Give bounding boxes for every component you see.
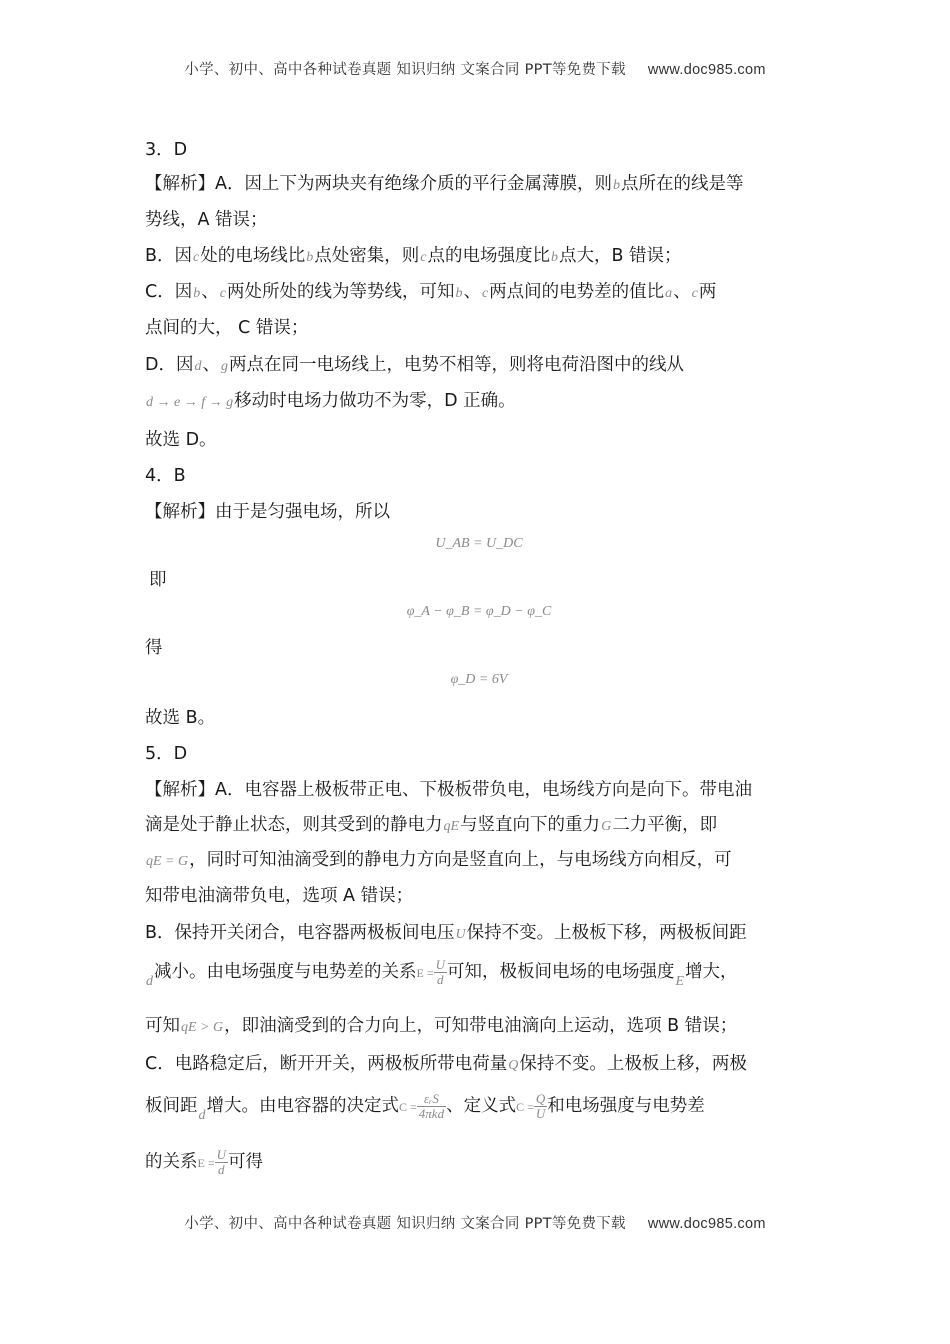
- q4-line-3: 得: [145, 638, 163, 658]
- text-q3-l6b: 、: [202, 355, 220, 375]
- q5-line-4: 知带电油滴带负电，选项 A 错误；: [145, 886, 414, 906]
- footer-text: 小学、初中、高中各种试卷真题 知识归纳 文案合同 PPT等免费下载: [184, 1216, 626, 1232]
- text-q3-l3d: 点的电场强度比: [427, 246, 550, 266]
- text-q3-var_c: c: [420, 250, 427, 265]
- text-q3-l4b: 、: [201, 282, 219, 302]
- q5-line-9: [145, 1092, 705, 1124]
- q5-line-3: [145, 846, 732, 871]
- text-q3-l4c: 两处所处的线为等势线，可知: [226, 282, 455, 302]
- text-q3-l3e: 点大，B 错误；: [558, 246, 682, 266]
- text-q5-l8b: 保持不变。上极板上移，两极: [519, 1054, 747, 1074]
- text-q5-C_lhs: C =: [399, 1100, 417, 1115]
- text-q3-l1a: 【解析】A．因上下为两块夹有绝缘介质的平行金属薄膜，则: [145, 174, 612, 194]
- text-q5-var_E: E: [675, 974, 685, 990]
- fraction-eps-S-over-4pikd: [417, 1092, 446, 1120]
- text-q5-l9d: 和电场强度与电势差: [547, 1096, 705, 1117]
- q4-title: 4．B: [145, 466, 186, 486]
- page-header: [0, 58, 950, 79]
- text-q5-l9a: 板间距: [145, 1096, 198, 1117]
- q5-line-6: [145, 958, 738, 990]
- text-q3-var_c: c: [193, 250, 200, 265]
- text-q3-var_b: b: [306, 250, 314, 265]
- text-q5-frac_Q: Q: [535, 1091, 546, 1106]
- q3-conclusion: 故选 D。: [145, 430, 217, 450]
- text-q4-eq3: φ_D = 6V: [450, 672, 508, 687]
- text-q5-l2b: 与竖直向下的重力: [460, 815, 601, 835]
- fraction-Q-over-U: [534, 1092, 547, 1120]
- q4-line-1: 【解析】由于是匀强电场，所以: [145, 502, 390, 522]
- text-q5-l6b: 可知，极板间电场的电场强度: [447, 962, 675, 983]
- text-q5-l2c: 二力平衡，即: [612, 815, 718, 835]
- text-q5-frac_epsS: εᵣS: [417, 1092, 446, 1107]
- text-q3-l6c: 两点在同一电场线上，电势不相等，则将电荷沿图中的线从: [228, 355, 684, 375]
- fraction-U-over-d: [434, 958, 447, 986]
- text-q5-frac_d: d: [437, 971, 444, 987]
- text-q5-frac_U: U: [435, 957, 445, 972]
- text-q4-eq2: φ_A − φ_B = φ_D − φ_C: [406, 604, 552, 619]
- text-q5-l10b: 可得: [228, 1152, 263, 1173]
- text-q3-l4d: 、: [463, 282, 481, 302]
- header-site-link[interactable]: www.doc985.com: [647, 62, 766, 78]
- text-q5-frac_U: U: [216, 1147, 226, 1162]
- text-q5-l5b: 保持不变。上极板下移，两极板间距: [466, 923, 747, 943]
- text-q3-var_c: c: [481, 286, 489, 301]
- text-q3-l3a: B．因: [145, 246, 193, 266]
- text-q3-l1b: 点所在的线是等: [620, 174, 744, 194]
- q5-line-10: [145, 1148, 263, 1176]
- text-q5-l8a: C．电路稳定后，断开开关，两极板所带电荷量: [145, 1054, 508, 1074]
- text-q3-var_a: a: [665, 286, 673, 301]
- text-q3-l6a: D．因: [145, 355, 194, 375]
- text-q3-var_c: c: [219, 286, 226, 301]
- text-q3-l4e: 两点间的电势差的值比: [489, 282, 665, 302]
- q5-line-8: [145, 1050, 747, 1075]
- q3-line-3: [145, 242, 682, 267]
- footer-site-link[interactable]: www.doc985.com: [647, 1216, 766, 1232]
- text-q5-l9c: 、定义式: [446, 1096, 517, 1117]
- text-q5-ineq: qE > G: [181, 1020, 224, 1035]
- q5-title: 5．D: [145, 744, 188, 764]
- math-path: d → e → f → g: [146, 395, 234, 410]
- text-q5-l7a: 可知: [145, 1016, 180, 1036]
- text-q5-C_lhs: C =: [516, 1100, 534, 1115]
- text-q5-l6a: 减小。由电场强度与电势差的关系: [154, 962, 417, 983]
- q3-line-4: [145, 278, 716, 303]
- q3-title: 3．D: [145, 140, 188, 160]
- text-q3-var_d: d: [194, 359, 202, 374]
- page-footer: [0, 1212, 950, 1233]
- q5-line-1: 【解析】A．电容器上极板带正电、下极板带负电，电场线方向是向下。带电油: [145, 780, 752, 800]
- math-var-b: b: [612, 178, 620, 193]
- text-q3-l4f: 、: [673, 282, 691, 302]
- text-q5-eq_qEG: qE = G: [146, 854, 189, 869]
- q5-line-7: [145, 1012, 737, 1037]
- text-q5-l2a: 滴是处于静止状态，则其受到的静电力: [145, 815, 443, 835]
- text-q4-eq1: U_AB = U_DC: [435, 536, 523, 551]
- text-q5-l5a: B．保持开关闭合，电容器两极板间电压: [145, 923, 455, 943]
- text-q5-frac_d: d: [218, 1161, 225, 1177]
- q3-line-6: [145, 351, 684, 376]
- text-q5-var_G: G: [601, 819, 612, 834]
- q4-line-2: 即: [149, 570, 167, 590]
- q4-equation-3: [145, 668, 813, 688]
- text-q3-l3b: 处的电场线比: [200, 246, 306, 266]
- text-q5-l3b: ，同时可知油滴受到的静电力方向是竖直向上，与电场线方向相反，可: [189, 850, 732, 870]
- text-q5-var_Q: Q: [508, 1058, 519, 1073]
- text-q3-l4a: C．因: [145, 282, 193, 302]
- text-q5-l6c: 增大，: [685, 962, 738, 983]
- text-q3-var_g: g: [220, 359, 228, 374]
- q3-line-2: 势线，A 错误；: [145, 210, 268, 230]
- q3-line-1: [145, 170, 743, 195]
- text-q5-var_U: U: [455, 927, 466, 942]
- q5-line-5: [145, 919, 747, 944]
- q4-equation-1: [145, 532, 813, 552]
- text-q5-E_lhs: E =: [197, 1156, 215, 1171]
- text-q5-l9b: 增大。由电容器的决定式: [206, 1096, 399, 1117]
- text-q3-l4g: 两: [698, 282, 717, 302]
- text-q3-var_b: b: [550, 250, 558, 265]
- text-q3-var_b: b: [193, 286, 201, 301]
- text-q5-var_d: d: [198, 1108, 206, 1124]
- text-q3-var_b: b: [455, 286, 463, 301]
- q3-line-5: 点间的大， C 错误；: [145, 318, 309, 338]
- text-q5-l10a: 的关系: [145, 1152, 198, 1173]
- header-text: 小学、初中、高中各种试卷真题 知识归纳 文案合同 PPT等免费下载: [184, 62, 626, 78]
- text-q5-var_d: d: [146, 974, 153, 990]
- text-q3-l3c: 点处密集，则: [314, 246, 420, 266]
- q4-equation-2: [145, 600, 813, 620]
- text-q5-var_qE: qE: [443, 819, 460, 834]
- text-q3-var_c: c: [691, 286, 698, 301]
- text-q5-frac_U: U: [535, 1105, 546, 1121]
- fraction-U-over-d-2: [215, 1148, 228, 1176]
- q4-conclusion: 故选 B。: [145, 708, 216, 728]
- text-q3-l7b: 移动时电场力做功不为零，D 正确。: [234, 391, 516, 411]
- q5-line-2: [145, 811, 717, 836]
- text-q5-E_lhs: E =: [416, 966, 434, 981]
- text-q5-frac_4pikd: 4πkd: [418, 1105, 445, 1121]
- text-q5-l7b: ，即油滴受到的合力向上，可知带电油滴向上运动，选项 B 错误；: [224, 1016, 738, 1036]
- q3-line-7: [145, 387, 516, 412]
